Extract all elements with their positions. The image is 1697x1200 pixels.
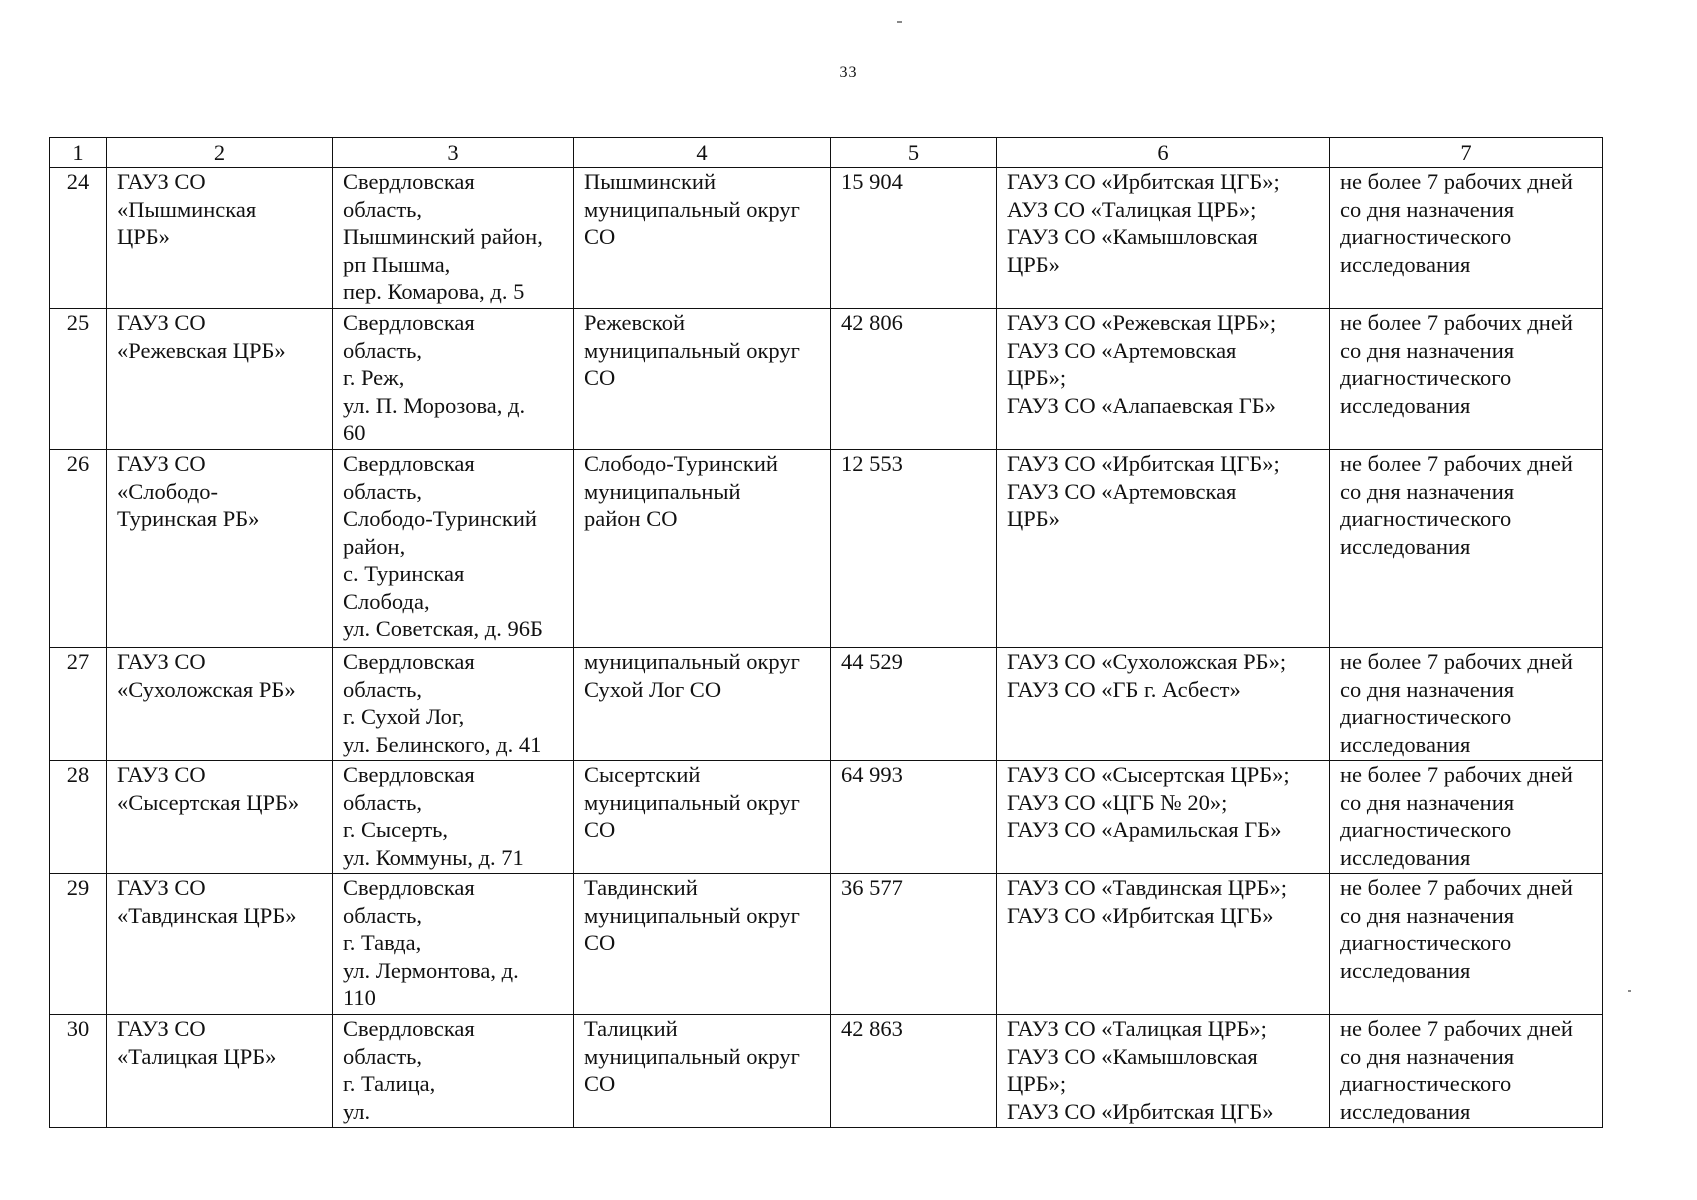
partners-cell: ГАУЗ СО «Талицкая ЦРБ»; ГАУЗ СО «Камышловская ЦРБ»; ГАУЗ СО «Ирбитская ЦГБ» bbox=[997, 1015, 1330, 1128]
term-cell: не более 7 рабочих дней со дня назначения диагностического исследования bbox=[1330, 309, 1603, 450]
table-row bbox=[50, 309, 1603, 450]
document-table bbox=[49, 137, 1603, 1128]
address-cell: Свердловская область, Слободо-Туринский район, с. Туринская Слобода, ул. Советская, д. 96Б bbox=[333, 450, 574, 648]
address-cell: Свердловская область, г. Талица, ул. bbox=[333, 1015, 574, 1128]
partners-cell: ГАУЗ СО «Тавдинская ЦРБ»; ГАУЗ СО «Ирбитская ЦГБ» bbox=[997, 874, 1330, 1015]
organization-cell: ГАУЗ СО «Талицкая ЦРБ» bbox=[107, 1015, 333, 1128]
row-number: 26 bbox=[50, 450, 107, 648]
page-number: 33 bbox=[839, 64, 858, 81]
organization-cell: ГАУЗ СО «Пышминская ЦРБ» bbox=[107, 168, 333, 309]
district-cell: муниципальный округ Сухой Лог СО bbox=[574, 648, 831, 761]
organization-cell: ГАУЗ СО «Слободо- Туринская РБ» bbox=[107, 450, 333, 648]
row-number: 30 bbox=[50, 1015, 107, 1128]
column-header: 7 bbox=[1330, 138, 1603, 168]
term-cell: не более 7 рабочих дней со дня назначения диагностического исследования bbox=[1330, 648, 1603, 761]
partners-cell: ГАУЗ СО «Сысертская ЦРБ»; ГАУЗ СО «ЦГБ № 20»; ГАУЗ СО «Арамильская ГБ» bbox=[997, 761, 1330, 874]
row-number: 25 bbox=[50, 309, 107, 450]
population-cell: 42 806 bbox=[831, 309, 997, 450]
term-cell: не более 7 рабочих дней со дня назначения диагностического исследования bbox=[1330, 761, 1603, 874]
district-cell: Тавдинский муниципальный округ СО bbox=[574, 874, 831, 1015]
organization-cell: ГАУЗ СО «Тавдинская ЦРБ» bbox=[107, 874, 333, 1015]
column-header: 1 bbox=[50, 138, 107, 168]
term-cell: не более 7 рабочих дней со дня назначения диагностического исследования bbox=[1330, 1015, 1603, 1128]
table-row bbox=[50, 648, 1603, 761]
address-cell: Свердловская область, г. Тавда, ул. Лермонтова, д. 110 bbox=[333, 874, 574, 1015]
row-number: 24 bbox=[50, 168, 107, 309]
table-row bbox=[50, 761, 1603, 874]
scan-artifact bbox=[1628, 990, 1631, 992]
term-cell: не более 7 рабочих дней со дня назначения диагностического исследования bbox=[1330, 874, 1603, 1015]
column-header: 4 bbox=[574, 138, 831, 168]
column-header: 2 bbox=[107, 138, 333, 168]
column-header: 3 bbox=[333, 138, 574, 168]
address-cell: Свердловская область, Пышминский район, рп Пышма, пер. Комарова, д. 5 bbox=[333, 168, 574, 309]
header-row bbox=[50, 138, 1603, 168]
population-cell: 15 904 bbox=[831, 168, 997, 309]
organization-cell: ГАУЗ СО «Сысертская ЦРБ» bbox=[107, 761, 333, 874]
partners-cell: ГАУЗ СО «Ирбитская ЦГБ»; ГАУЗ СО «Артемовская ЦРБ» bbox=[997, 450, 1330, 648]
address-cell: Свердловская область, г. Реж, ул. П. Морозова, д. 60 bbox=[333, 309, 574, 450]
partners-cell: ГАУЗ СО «Ирбитская ЦГБ»; АУЗ СО «Талицкая ЦРБ»; ГАУЗ СО «Камышловская ЦРБ» bbox=[997, 168, 1330, 309]
population-cell: 44 529 bbox=[831, 648, 997, 761]
partners-cell: ГАУЗ СО «Сухоложская РБ»; ГАУЗ СО «ГБ г. Асбест» bbox=[997, 648, 1330, 761]
population-cell: 64 993 bbox=[831, 761, 997, 874]
address-cell: Свердловская область, г. Сухой Лог, ул. Белинского, д. 41 bbox=[333, 648, 574, 761]
district-cell: Талицкий муниципальный округ СО bbox=[574, 1015, 831, 1128]
table-row bbox=[50, 874, 1603, 1015]
table-row bbox=[50, 1015, 1603, 1128]
row-number: 29 bbox=[50, 874, 107, 1015]
population-cell: 36 577 bbox=[831, 874, 997, 1015]
district-cell: Пышминский муниципальный округ СО bbox=[574, 168, 831, 309]
scan-artifact bbox=[897, 21, 902, 23]
term-cell: не более 7 рабочих дней со дня назначения диагностического исследования bbox=[1330, 168, 1603, 309]
column-header: 6 bbox=[997, 138, 1330, 168]
column-header: 5 bbox=[831, 138, 997, 168]
organization-cell: ГАУЗ СО «Режевская ЦРБ» bbox=[107, 309, 333, 450]
district-cell: Режевской муниципальный округ СО bbox=[574, 309, 831, 450]
row-number: 27 bbox=[50, 648, 107, 761]
district-cell: Слободо-Туринский муниципальный район СО bbox=[574, 450, 831, 648]
population-cell: 42 863 bbox=[831, 1015, 997, 1128]
term-cell: не более 7 рабочих дней со дня назначения диагностического исследования bbox=[1330, 450, 1603, 648]
district-cell: Сысертский муниципальный округ СО bbox=[574, 761, 831, 874]
partners-cell: ГАУЗ СО «Режевская ЦРБ»; ГАУЗ СО «Артемовская ЦРБ»; ГАУЗ СО «Алапаевская ГБ» bbox=[997, 309, 1330, 450]
table-row bbox=[50, 168, 1603, 309]
table-row bbox=[50, 450, 1603, 648]
address-cell: Свердловская область, г. Сысерть, ул. Коммуны, д. 71 bbox=[333, 761, 574, 874]
row-number: 28 bbox=[50, 761, 107, 874]
organization-cell: ГАУЗ СО «Сухоложская РБ» bbox=[107, 648, 333, 761]
population-cell: 12 553 bbox=[831, 450, 997, 648]
